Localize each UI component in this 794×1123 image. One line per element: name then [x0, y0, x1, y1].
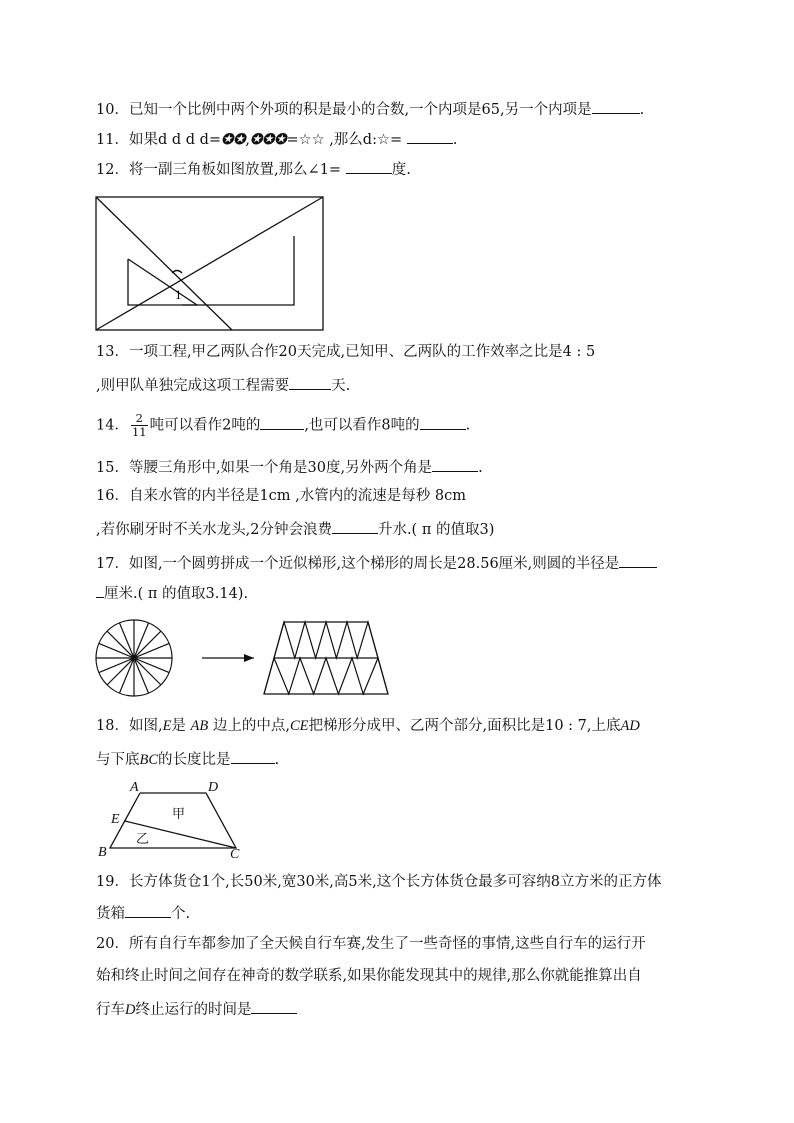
question-17-line2: 厘米.( π 的值取3.14).: [96, 582, 248, 604]
trapezoid-figure: [96, 778, 256, 860]
question-12: 12．将一副三角板如图放置,那么∠1= 度.: [96, 158, 411, 180]
question-number: 14．: [96, 417, 129, 434]
triangle-zigzag: [274, 622, 378, 658]
vertex-d: D: [208, 780, 219, 795]
question-19-line2: 货箱 个.: [96, 902, 190, 924]
fraction: $\frac{2}{11}$: [131, 411, 147, 439]
question-text: 等腰三角形中,如果一个角是30度,另外两个角是: [128, 460, 433, 476]
question-11: 11．如果d d d d=✪✪,✪✪✪=☆☆ ,那么d:☆= .: [96, 128, 457, 150]
question-text: 如图,一个圆剪拼成一个近似梯形,这个梯形的周长是28.56厘米,则圆的半径是: [128, 556, 620, 572]
question-number: 19．: [96, 874, 129, 890]
star-symbol: ☆: [376, 132, 390, 148]
question-18: 18．如图,E是 AB 边上的中点,CE把梯形分成甲、乙两个部分,面积比是10 : 7,上底AD: [96, 718, 640, 734]
vertex-a: A: [130, 780, 139, 795]
question-number: 16．: [96, 488, 129, 504]
set-squares-figure: [94, 194, 334, 334]
ring-symbol: ✪✪✪: [249, 131, 287, 148]
answer-blank-2[interactable]: [420, 414, 466, 430]
question-number: 17．: [96, 556, 129, 572]
question-number: 18．: [96, 718, 129, 734]
question-text: 一项工程,甲乙两队合作20天完成,已知甲、乙两队的工作效率之比是4 : 5: [128, 344, 596, 360]
ring-symbol: ✪✪: [221, 131, 246, 148]
question-17: [96, 552, 657, 574]
vertex-b: B: [98, 845, 107, 860]
question-text: 将一副三角板如图放置,那么∠1=: [128, 162, 342, 178]
triangle-edge-2: [96, 197, 323, 330]
question-14: 14． $\frac{2}{11}$ 吨可以看作2吨的 ,也可以看作8吨的 .: [96, 411, 471, 439]
approx-trapezoid: [264, 622, 388, 694]
triangle-edge-1: [96, 197, 232, 330]
question-number: 12．: [96, 162, 129, 178]
question-text: 长方体货仓1个,长50米,宽30米,高5米,这个长方体货仓最多可容纳8立方米的正方体: [128, 874, 662, 890]
question-number: 13．: [96, 344, 129, 360]
circle-sectors: [96, 620, 172, 696]
question-number: 15．: [96, 460, 129, 476]
answer-blank[interactable]: [432, 456, 478, 472]
vertex-c: C: [230, 847, 240, 862]
region-yi: 乙: [136, 831, 150, 846]
question-text: 自来水管的内半径是1cm ,水管内的流速是每秒 8cm: [128, 488, 466, 504]
question-number: 11．: [96, 132, 129, 148]
answer-blank[interactable]: [125, 902, 171, 918]
answer-blank-1[interactable]: [260, 414, 304, 430]
answer-blank[interactable]: [592, 98, 640, 114]
question-text: 已知一个比例中两个外项的积是最小的合数,一个内项是65,另一个内项是: [128, 102, 592, 118]
triangle-zigzag: [264, 658, 388, 694]
question-text: 所有自行车都参加了全天候自行车赛,发生了一些奇怪的事情,这些自行车的运行开: [128, 936, 646, 952]
question-number: 20．: [96, 936, 129, 952]
answer-blank[interactable]: [289, 374, 331, 390]
angle-1-label: 1: [175, 287, 182, 302]
question-13: [96, 342, 595, 362]
question-15: 15．等腰三角形中,如果一个角是30度,另外两个角是 .: [96, 456, 483, 478]
answer-blank[interactable]: [251, 998, 297, 1014]
question-19: [96, 872, 661, 892]
question-20: [96, 934, 646, 954]
small-triangle-left: [128, 259, 197, 305]
circle-to-trapezoid-figure: [94, 618, 394, 698]
question-10: 10．已知一个比例中两个外项的积是最小的合数,一个内项是65,另一个内项是 .: [96, 98, 644, 120]
answer-blank[interactable]: [231, 748, 275, 764]
question-18-line2: 与下底BC的长度比是 .: [96, 748, 279, 770]
answer-blank[interactable]: [332, 518, 378, 534]
answer-blank[interactable]: [346, 158, 392, 174]
question-20-line2: 始和终止时间之间存在神奇的数学联系,如果你能发现其中的规律,那么你就能推算出自: [96, 968, 642, 984]
point-e: E: [111, 812, 120, 827]
region-jia: 甲: [172, 806, 186, 821]
question-16: [96, 486, 466, 506]
arrow-head: [244, 654, 254, 662]
question-20-line3: 行车D终止运行的时间是: [96, 998, 297, 1020]
answer-blank[interactable]: [407, 128, 453, 144]
answer-blank[interactable]: [619, 552, 657, 568]
question-number: 10．: [96, 102, 129, 118]
question-13-line2: ,则甲队单独完成这项工程需要 天.: [96, 374, 350, 396]
question-16-line2: ,若你刷牙时不关水龙头,2分钟会浪费 升水.( π 的值取3): [96, 518, 494, 540]
